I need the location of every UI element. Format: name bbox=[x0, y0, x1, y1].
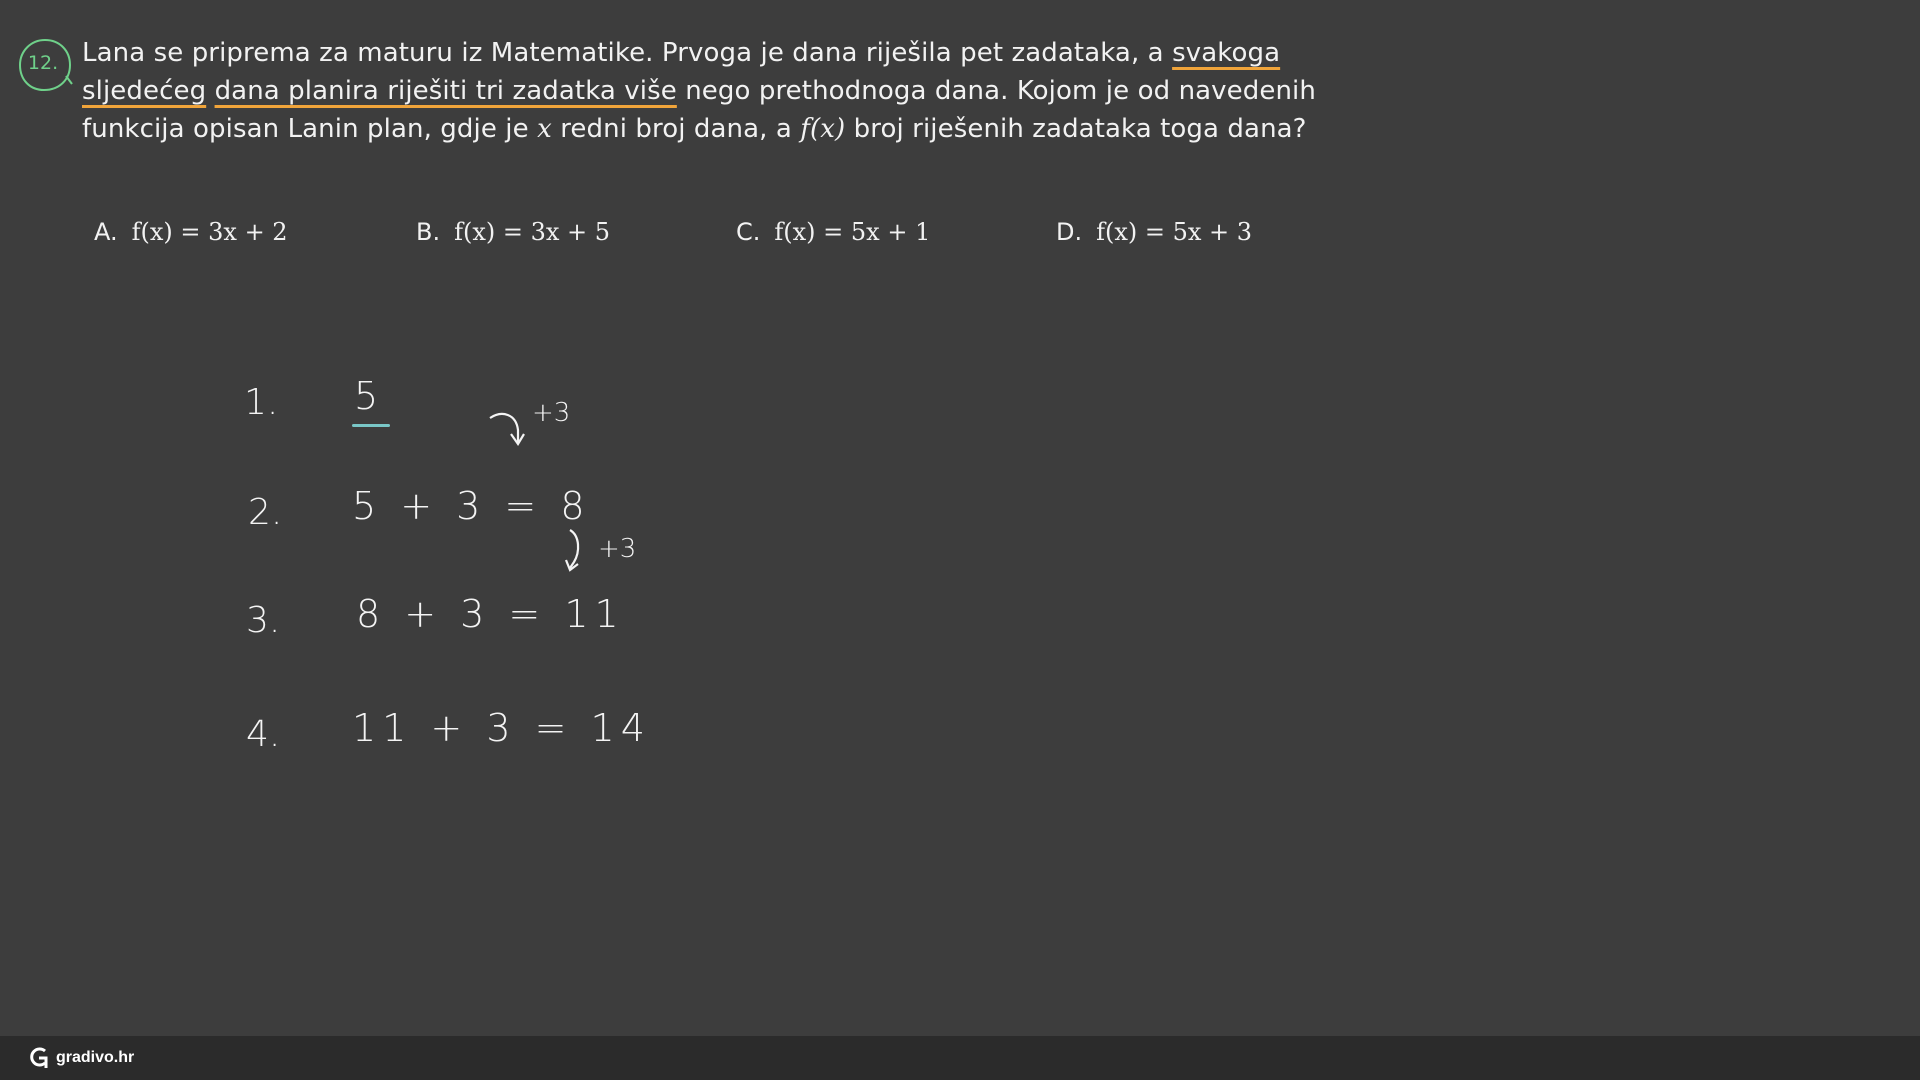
step-arrow-1-icon bbox=[484, 400, 534, 450]
question-highlight-2: dana planira riješiti tri zadatka više bbox=[214, 76, 677, 106]
option-b-formula: f(x) = 3x + 5 bbox=[454, 218, 611, 246]
question-part-3: nego prethodnoga dana. Kojom je od navedenih funkcija opisan Lanin plan, gdje je bbox=[82, 76, 1316, 144]
question-part-5: broj riješenih zadataka toga dana? bbox=[845, 114, 1307, 144]
option-d-formula: f(x) = 5x + 3 bbox=[1096, 218, 1253, 246]
question-highlight-1: svakoga sljedećeg bbox=[82, 38, 1281, 106]
work-calc-2: 5 + 3 = 8 bbox=[352, 484, 591, 528]
question-variable-x: x bbox=[537, 114, 552, 144]
work-day-3: 3. bbox=[246, 600, 281, 641]
work-day-1: 1. bbox=[244, 382, 279, 423]
day-1-underline bbox=[352, 424, 390, 427]
step-note-1: +3 bbox=[532, 398, 571, 428]
option-a[interactable] bbox=[94, 218, 288, 246]
work-day-4: 4. bbox=[246, 714, 281, 755]
option-c-formula: f(x) = 5x + 1 bbox=[774, 218, 931, 246]
work-calc-3: 8 + 3 = 11 bbox=[356, 592, 625, 636]
gradivo-logo-icon bbox=[28, 1046, 50, 1070]
question-variable-fx: f(x) bbox=[800, 114, 846, 144]
step-arrow-2-icon bbox=[560, 526, 590, 574]
work-calc-1: 5 bbox=[354, 374, 385, 418]
question-number: 12. bbox=[27, 52, 59, 74]
question-text bbox=[82, 34, 1342, 148]
option-b[interactable] bbox=[416, 218, 610, 246]
question-number-badge bbox=[16, 36, 70, 90]
option-a-letter: A. bbox=[94, 218, 118, 246]
brand-name: gradivo.hr bbox=[56, 1049, 135, 1066]
brand-link[interactable] bbox=[28, 1046, 134, 1070]
question-part-2 bbox=[206, 76, 214, 106]
question-part-4: redni broj dana, a bbox=[551, 114, 801, 144]
work-calc-4: 11 + 3 = 14 bbox=[352, 706, 651, 750]
option-d-letter: D. bbox=[1056, 218, 1083, 246]
footer-bar bbox=[0, 1036, 1920, 1080]
option-a-formula: f(x) = 3x + 2 bbox=[131, 218, 288, 246]
option-b-letter: B. bbox=[416, 218, 441, 246]
option-d[interactable] bbox=[1056, 218, 1252, 246]
answer-options bbox=[94, 218, 1294, 262]
work-day-2: 2. bbox=[248, 492, 283, 533]
question-part-1: Lana se priprema za maturu iz Matematike. Prvoga je dana riješila pet zadataka, a bbox=[82, 38, 1173, 68]
step-note-2: +3 bbox=[598, 534, 637, 564]
option-c[interactable] bbox=[736, 218, 930, 246]
option-c-letter: C. bbox=[736, 218, 761, 246]
